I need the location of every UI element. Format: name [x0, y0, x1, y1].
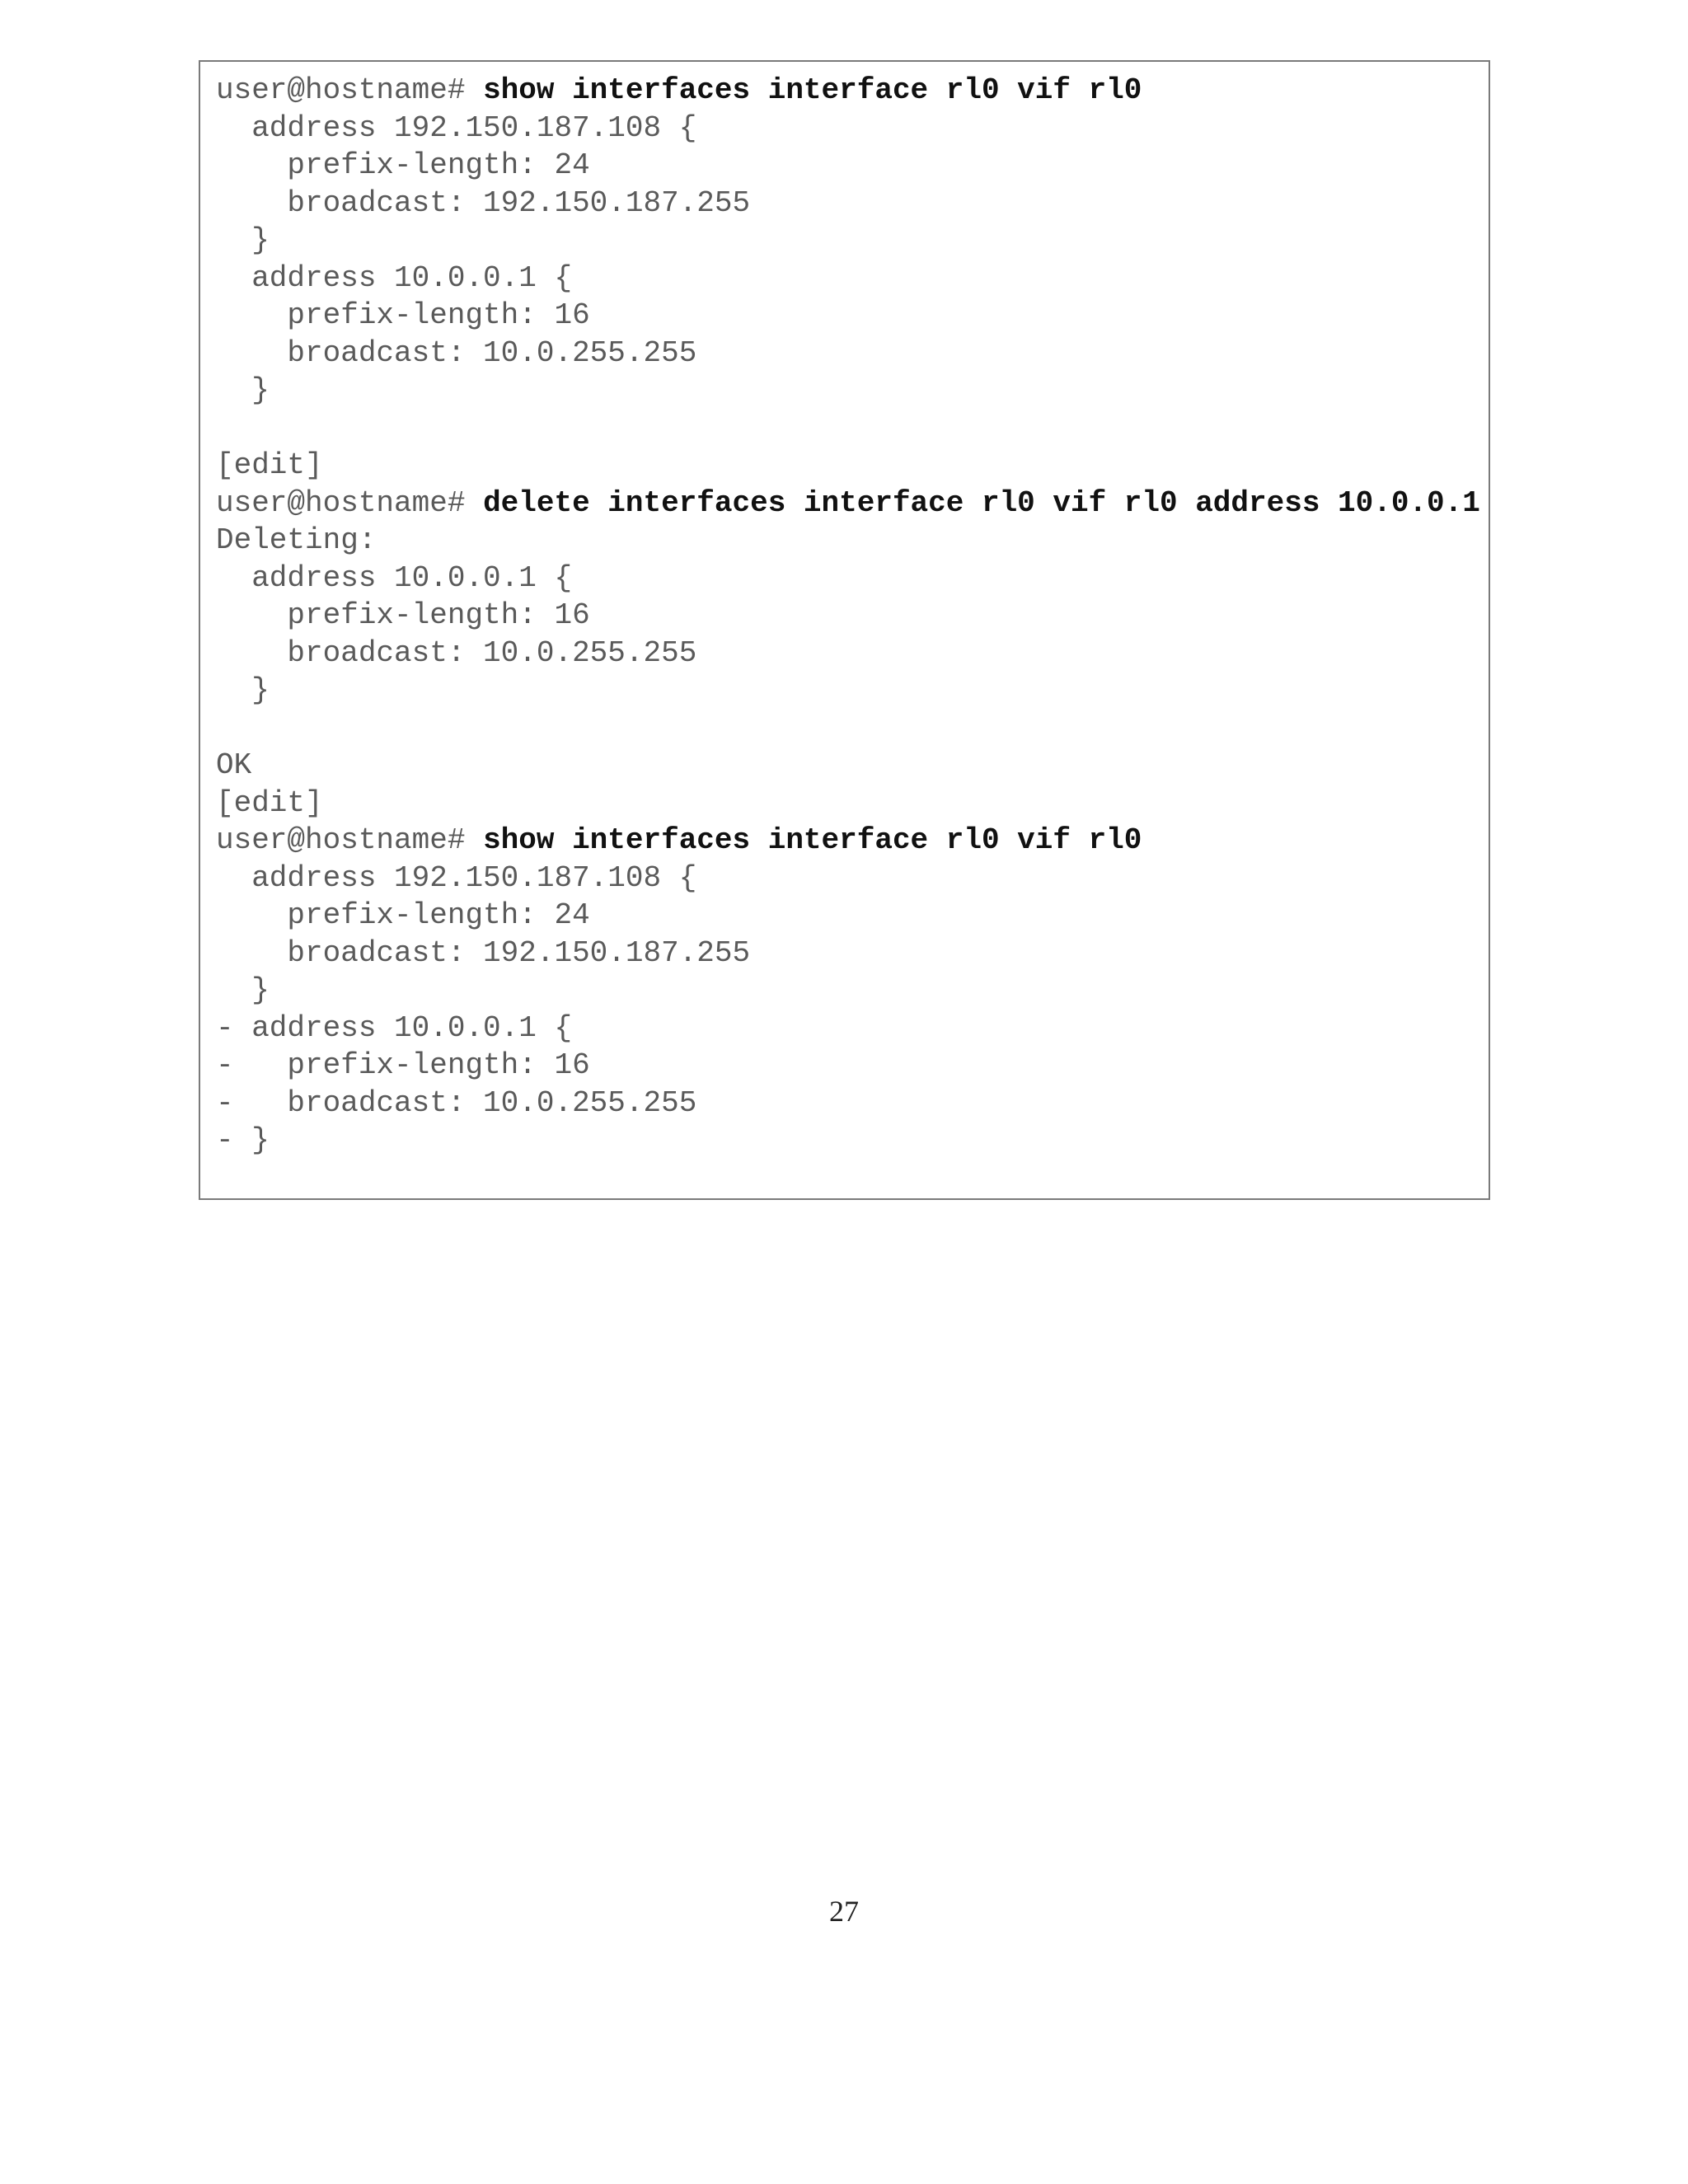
code-line — [216, 185, 1480, 223]
code-line — [216, 597, 1480, 635]
code-line — [216, 297, 1480, 335]
code-line — [216, 410, 1480, 448]
code-lines — [216, 72, 1480, 1160]
output-text: - } — [216, 1123, 270, 1157]
output-text: prefix-length: 24 — [216, 898, 590, 932]
code-line — [216, 485, 1480, 523]
shell-prompt: user@hostname# — [216, 73, 484, 107]
code-line — [216, 672, 1480, 710]
code-line — [216, 72, 1480, 110]
code-line — [216, 222, 1480, 260]
output-text: broadcast: 192.150.187.255 — [216, 185, 751, 220]
output-text: [edit] — [216, 448, 323, 482]
output-text: address 10.0.0.1 { — [216, 260, 573, 295]
code-line — [216, 110, 1480, 148]
output-text: broadcast: 10.0.255.255 — [216, 635, 697, 670]
code-block — [199, 60, 1490, 1200]
output-text: address 192.150.187.108 { — [216, 860, 697, 895]
code-line — [216, 1010, 1480, 1047]
page-number: 27 — [829, 1895, 859, 1928]
code-line — [216, 1122, 1480, 1160]
output-text: - broadcast: 10.0.255.255 — [216, 1085, 697, 1120]
output-text: OK — [216, 748, 252, 782]
code-line — [216, 822, 1480, 860]
code-line — [216, 785, 1480, 823]
output-text: Deleting: — [216, 523, 377, 557]
output-text: - prefix-length: 16 — [216, 1048, 590, 1082]
shell-prompt: user@hostname# — [216, 485, 484, 520]
output-text: address 192.150.187.108 { — [216, 110, 697, 145]
output-text: } — [216, 673, 270, 707]
output-text: } — [216, 373, 270, 407]
shell-command: show interfaces interface rl0 vif rl0 — [483, 823, 1142, 857]
code-line — [216, 447, 1480, 485]
output-text: } — [216, 223, 270, 257]
shell-prompt: user@hostname# — [216, 823, 484, 857]
code-line — [216, 635, 1480, 673]
output-text: broadcast: 10.0.255.255 — [216, 335, 697, 370]
output-text: prefix-length: 16 — [216, 298, 590, 332]
shell-command: show interfaces interface rl0 vif rl0 — [483, 73, 1142, 107]
output-text: address 10.0.0.1 { — [216, 560, 573, 595]
code-line — [216, 560, 1480, 598]
code-line — [216, 972, 1480, 1010]
output-text: } — [216, 973, 270, 1007]
output-text: broadcast: 192.150.187.255 — [216, 935, 751, 970]
code-line — [216, 260, 1480, 298]
code-line — [216, 147, 1480, 185]
code-line — [216, 897, 1480, 935]
output-text: [edit] — [216, 785, 323, 820]
shell-command: delete interfaces interface rl0 vif rl0 address 10.0.0.1 — [483, 485, 1480, 520]
code-line — [216, 710, 1480, 748]
code-line — [216, 522, 1480, 560]
output-text: - address 10.0.0.1 { — [216, 1010, 573, 1045]
code-line — [216, 747, 1480, 785]
code-line — [216, 1047, 1480, 1085]
output-text: prefix-length: 24 — [216, 148, 590, 182]
code-line — [216, 935, 1480, 972]
code-line — [216, 335, 1480, 373]
output-text: prefix-length: 16 — [216, 598, 590, 632]
code-line — [216, 372, 1480, 410]
code-line — [216, 1085, 1480, 1122]
code-line — [216, 860, 1480, 898]
